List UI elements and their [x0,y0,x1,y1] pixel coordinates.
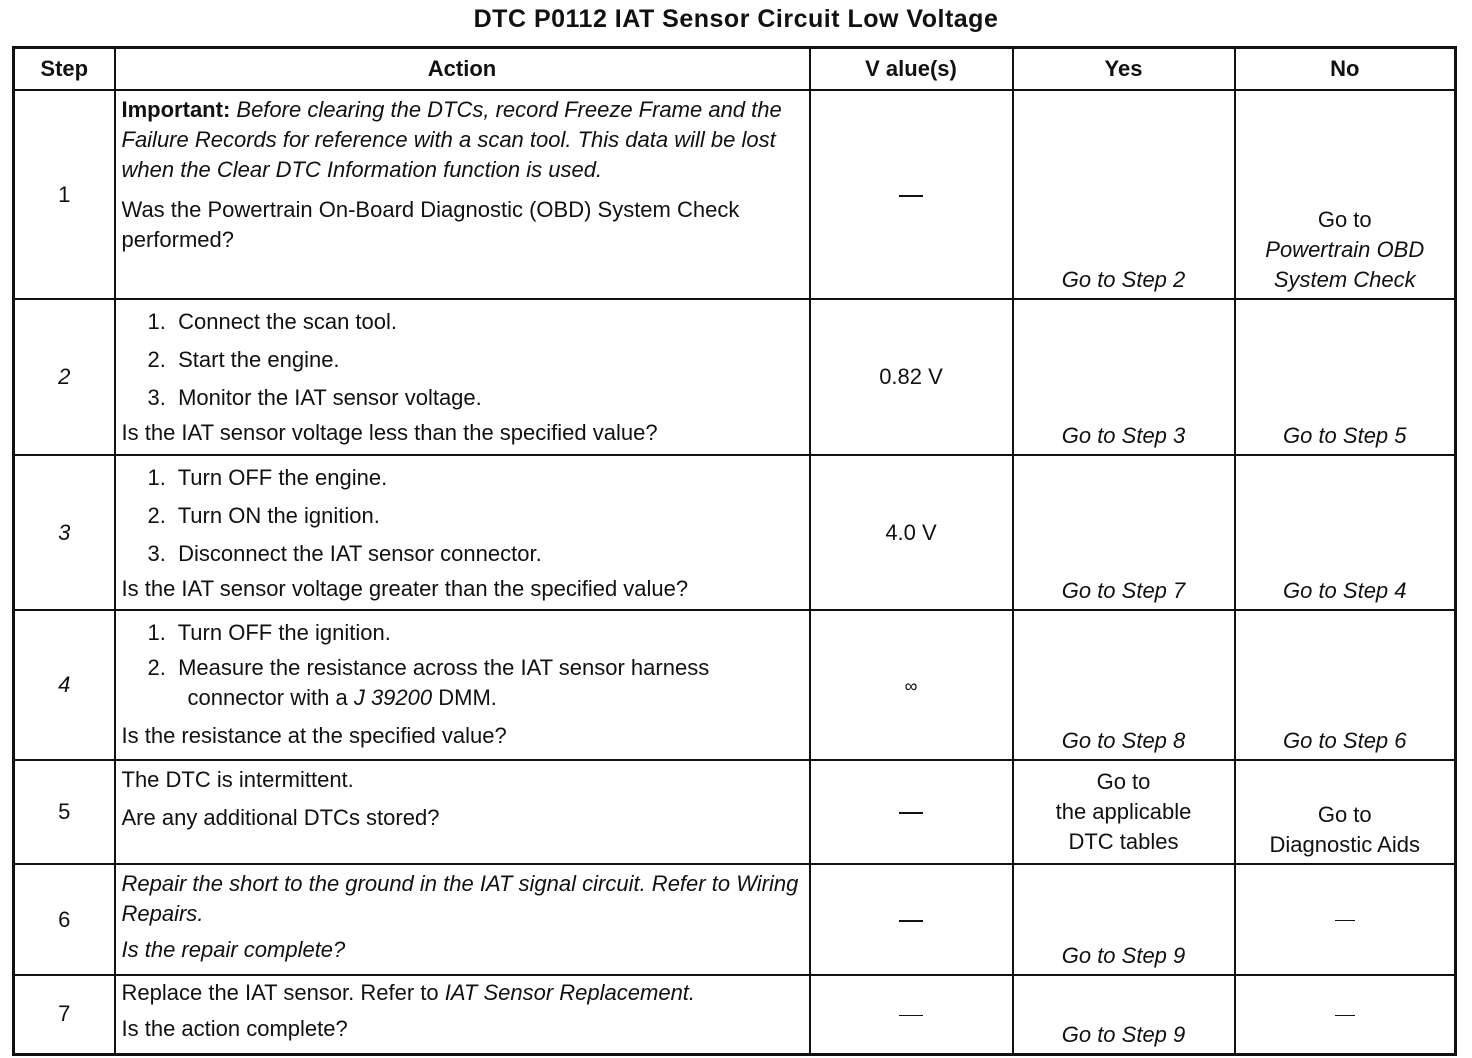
table-header-row [14,48,1456,91]
important-text: Before clearing the DTCs, record Freeze Frame and the Failure Records for reference with a scan tool. This data will be lost when the Clear DTC Information function is used. [121,97,782,182]
value-cell [810,760,1013,864]
header-step: Step [14,48,115,91]
dash-mark [899,920,923,922]
step-number: 5 [14,760,115,864]
list-item [148,460,803,498]
action-cell [115,610,810,760]
table-row [14,455,1456,610]
tool-name: J 39200 [353,685,433,710]
dash-mark [899,812,923,814]
item-text: Disconnect the IAT sensor connector. [178,541,542,566]
yes-link[interactable]: Go to Step 7 [1061,578,1186,603]
step-text-b: . [688,980,696,1005]
no-link[interactable]: Go to Step 6 [1282,728,1407,753]
action-cell [115,455,810,610]
value-cell: 4.0 V [810,455,1013,610]
table-row [14,610,1456,760]
diagnostic-table [12,46,1457,1056]
dash-mark [899,1015,923,1016]
item-number: 3. [147,385,166,410]
table-row [14,90,1456,299]
yes-link[interactable]: Go to Step 8 [1061,728,1186,753]
step-number: 3 [14,455,115,610]
action-cell [115,299,810,455]
item-text: Turn OFF the ignition. [177,620,391,645]
important-label: Important: [121,97,231,122]
step-text-a: Repair the short to the ground in the IAT signal circuit. Refer to [121,871,731,896]
header-yes: Yes [1013,48,1235,91]
no-cell [1235,760,1456,864]
action-cell [115,760,810,864]
header-values: V alue(s) [810,48,1013,91]
no-prefix: Go to [1317,207,1372,232]
yes-cell [1013,975,1235,1054]
step-question: Is the IAT sensor voltage less than the specified value? [121,420,658,445]
item-text: Turn OFF the engine. [177,465,388,490]
step-text-b: . [197,901,204,926]
list-item [148,536,803,574]
value-cell: 0.82 V [810,299,1013,455]
header-action: Action [115,48,810,91]
yes-link[interactable]: Go to Step 2 [1061,267,1186,292]
no-cell [1235,975,1456,1054]
list-item [148,498,803,536]
dash-mark [1335,1015,1355,1016]
step-question: Is the IAT sensor voltage greater than the specified value? [121,576,689,601]
step-question: Are any additional DTCs stored? [121,805,440,830]
item-text: Turn ON the ignition. [177,503,380,528]
item-number: 1. [147,465,166,490]
no-cell [1235,864,1456,975]
yes-line-1: Go to [1096,769,1151,794]
infinity-symbol: ∞ [904,675,918,696]
item-text: Connect the scan tool. [178,309,398,334]
no-link[interactable]: Go to Step 4 [1282,578,1407,603]
list-item [148,342,803,380]
step-number: 1 [14,90,115,299]
table-row [14,760,1456,864]
step-question: Is the resistance at the specified value? [121,723,507,748]
item-number: 2. [147,347,166,372]
yes-line-2[interactable]: the applicable [1055,799,1192,824]
dash-mark [1335,920,1355,921]
no-cell [1235,299,1456,455]
step-text-a: Replace the IAT sensor. Refer to [121,980,439,1005]
reference-link[interactable]: Wiring Repairs [121,871,799,926]
page-title: DTC P0112 IAT Sensor Circuit Low Voltage [473,5,999,33]
item-number: 1. [147,620,166,645]
list-item [148,304,803,342]
yes-cell [1013,610,1235,760]
value-cell [810,975,1013,1054]
item-number: 3. [147,541,166,566]
yes-cell [1013,90,1235,299]
action-cell [115,90,810,299]
step-question: Was the Powertrain On-Board Diagnostic (OBD) System Check performed? [121,197,740,252]
no-cell [1235,610,1456,760]
yes-cell [1013,299,1235,455]
no-cell [1235,455,1456,610]
step-question: Is the repair complete? [121,937,346,962]
action-cell [115,864,810,975]
value-cell [810,864,1013,975]
item-text: Start the engine. [178,347,340,372]
no-cell [1235,90,1456,299]
table-row [14,864,1456,975]
step-number: 4 [14,610,115,760]
list-item [148,653,803,713]
yes-cell [1013,864,1235,975]
yes-link[interactable]: Go to Step 9 [1061,943,1186,968]
value-cell [810,90,1013,299]
step-question: Is the action complete? [121,1016,348,1041]
no-link[interactable]: Go to Step 5 [1282,423,1407,448]
list-item [148,615,803,653]
step-text [122,978,803,1008]
yes-link[interactable]: Go to Step 3 [1061,423,1186,448]
item-number: 1. [147,309,166,334]
table-row [14,299,1456,455]
action-cell [115,975,810,1054]
yes-cell [1013,455,1235,610]
step-text: The DTC is intermittent. [121,767,354,792]
yes-line-3[interactable]: DTC tables [1068,829,1179,854]
dash-mark [899,195,923,197]
no-line-1: Go to [1317,802,1372,827]
step-number: 2 [14,299,115,455]
no-line-2[interactable]: Diagnostic Aids [1269,832,1420,857]
important-note [122,95,803,185]
no-link[interactable]: Powertrain OBD System Check [1265,237,1425,292]
header-no: No [1235,48,1456,91]
item-number: 2. [147,655,166,680]
reference-link[interactable]: IAT Sensor Replacement [444,980,689,1005]
step-number: 7 [14,975,115,1054]
step-text [122,869,803,929]
yes-link[interactable]: Go to Step 9 [1061,1021,1186,1047]
item-text-end: DMM. [438,685,497,710]
step-number: 6 [14,864,115,975]
yes-cell [1013,760,1235,864]
item-text: Monitor the IAT sensor voltage. [178,385,482,410]
list-item [148,380,803,418]
table-row [14,975,1456,1054]
value-cell [810,610,1013,760]
item-text: Measure the resistance across the IAT sensor harness connector with a [178,655,710,710]
item-number: 2. [147,503,166,528]
